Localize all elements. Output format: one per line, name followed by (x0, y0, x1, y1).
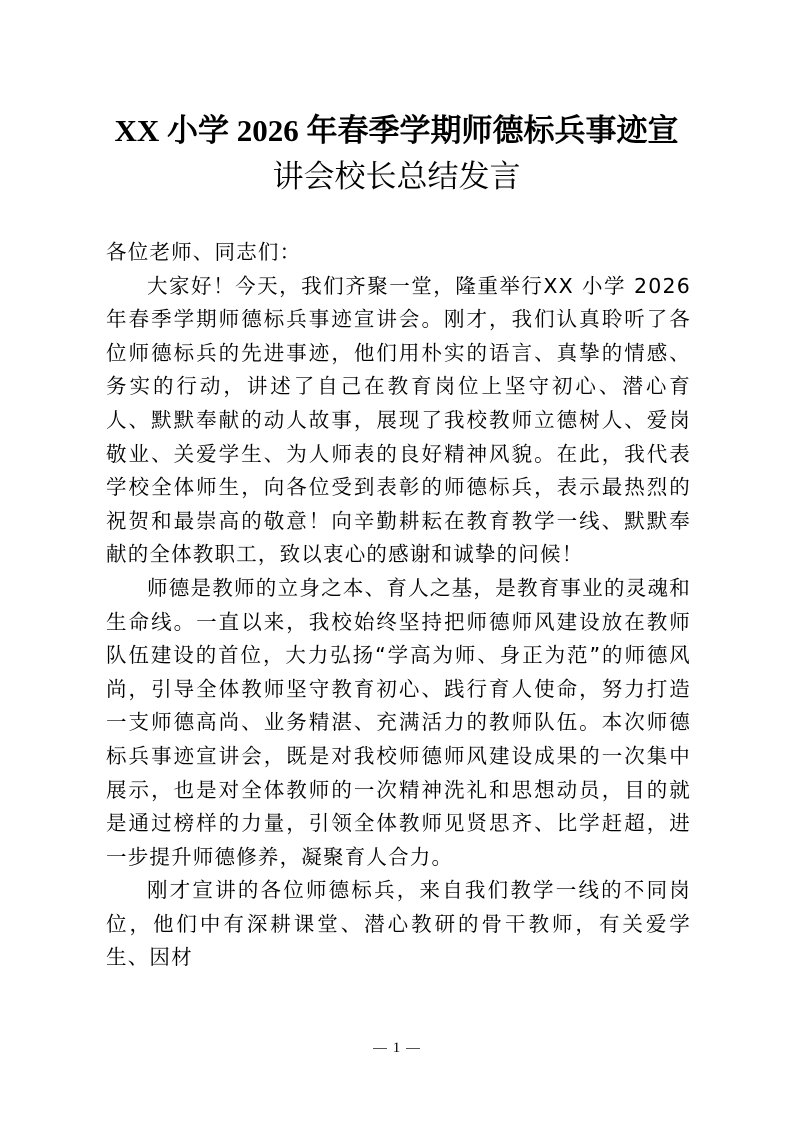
paragraph-3: 刚才宣讲的各位师德标兵，来自我们教学一线的不同岗位，他们中有深耕课堂、潜心教研的骨干教师，有关爱学生、因材 (106, 878, 691, 970)
dash-right-decoration (406, 1048, 420, 1049)
dash-left-decoration (373, 1048, 387, 1049)
document-body (106, 236, 691, 975)
title-line-1: XX 小学 2026 年春季学期师德标兵事迹宣 (114, 113, 679, 148)
page-number: 1 (392, 1040, 401, 1056)
salutation: 各位老师、同志们： (106, 240, 302, 264)
title-line-2: 讲会校长总结发言 (272, 159, 521, 194)
paragraph-1: 大家好！今天，我们齐聚一堂，隆重举行XX 小学 2026 年春季学期师德标兵事迹宣讲会。刚才，我们认真聆听了各位师德标兵的先进事迹，他们用朴实的语言、真挚的情感、务实的行动，讲述了自己在教育岗位上坚守初心、潜心育人、默默奉献的动人故事，展现了我校教师立德树人、爱岗敬业、关爱学生、为人师表的良好精神风貌。在此，我代表学校全体师生，向各位受到表彰的师德标兵，表示最热烈的祝贺和最崇高的敬意！向辛勤耕耘在教育教学一线、默默奉献的全体教职工，致以衷心的感谢和诚挚的问候！ (106, 273, 691, 567)
paragraph-2: 师德是教师的立身之本、育人之基，是教育事业的灵魂和生命线。一直以来，我校始终坚持把师德师风建设放在教师队伍建设的首位，大力弘扬“学高为师、身正为范”的师德风尚，引导全体教师坚守教育初心、践行育人使命，努力打造一支师德高尚、业务精湛、充满活力的教师队伍。本次师德标兵事迹宣讲会，既是对我校师德师风建设成果的一次集中展示，也是对全体教师的一次精神洗礼和思想动员，目的就是通过榜样的力量，引领全体教师见贤思齐、比学赶超，进一步提升师德修养，凝聚育人合力。 (106, 575, 691, 869)
page-footer (0, 1040, 793, 1057)
document-title (100, 108, 693, 200)
